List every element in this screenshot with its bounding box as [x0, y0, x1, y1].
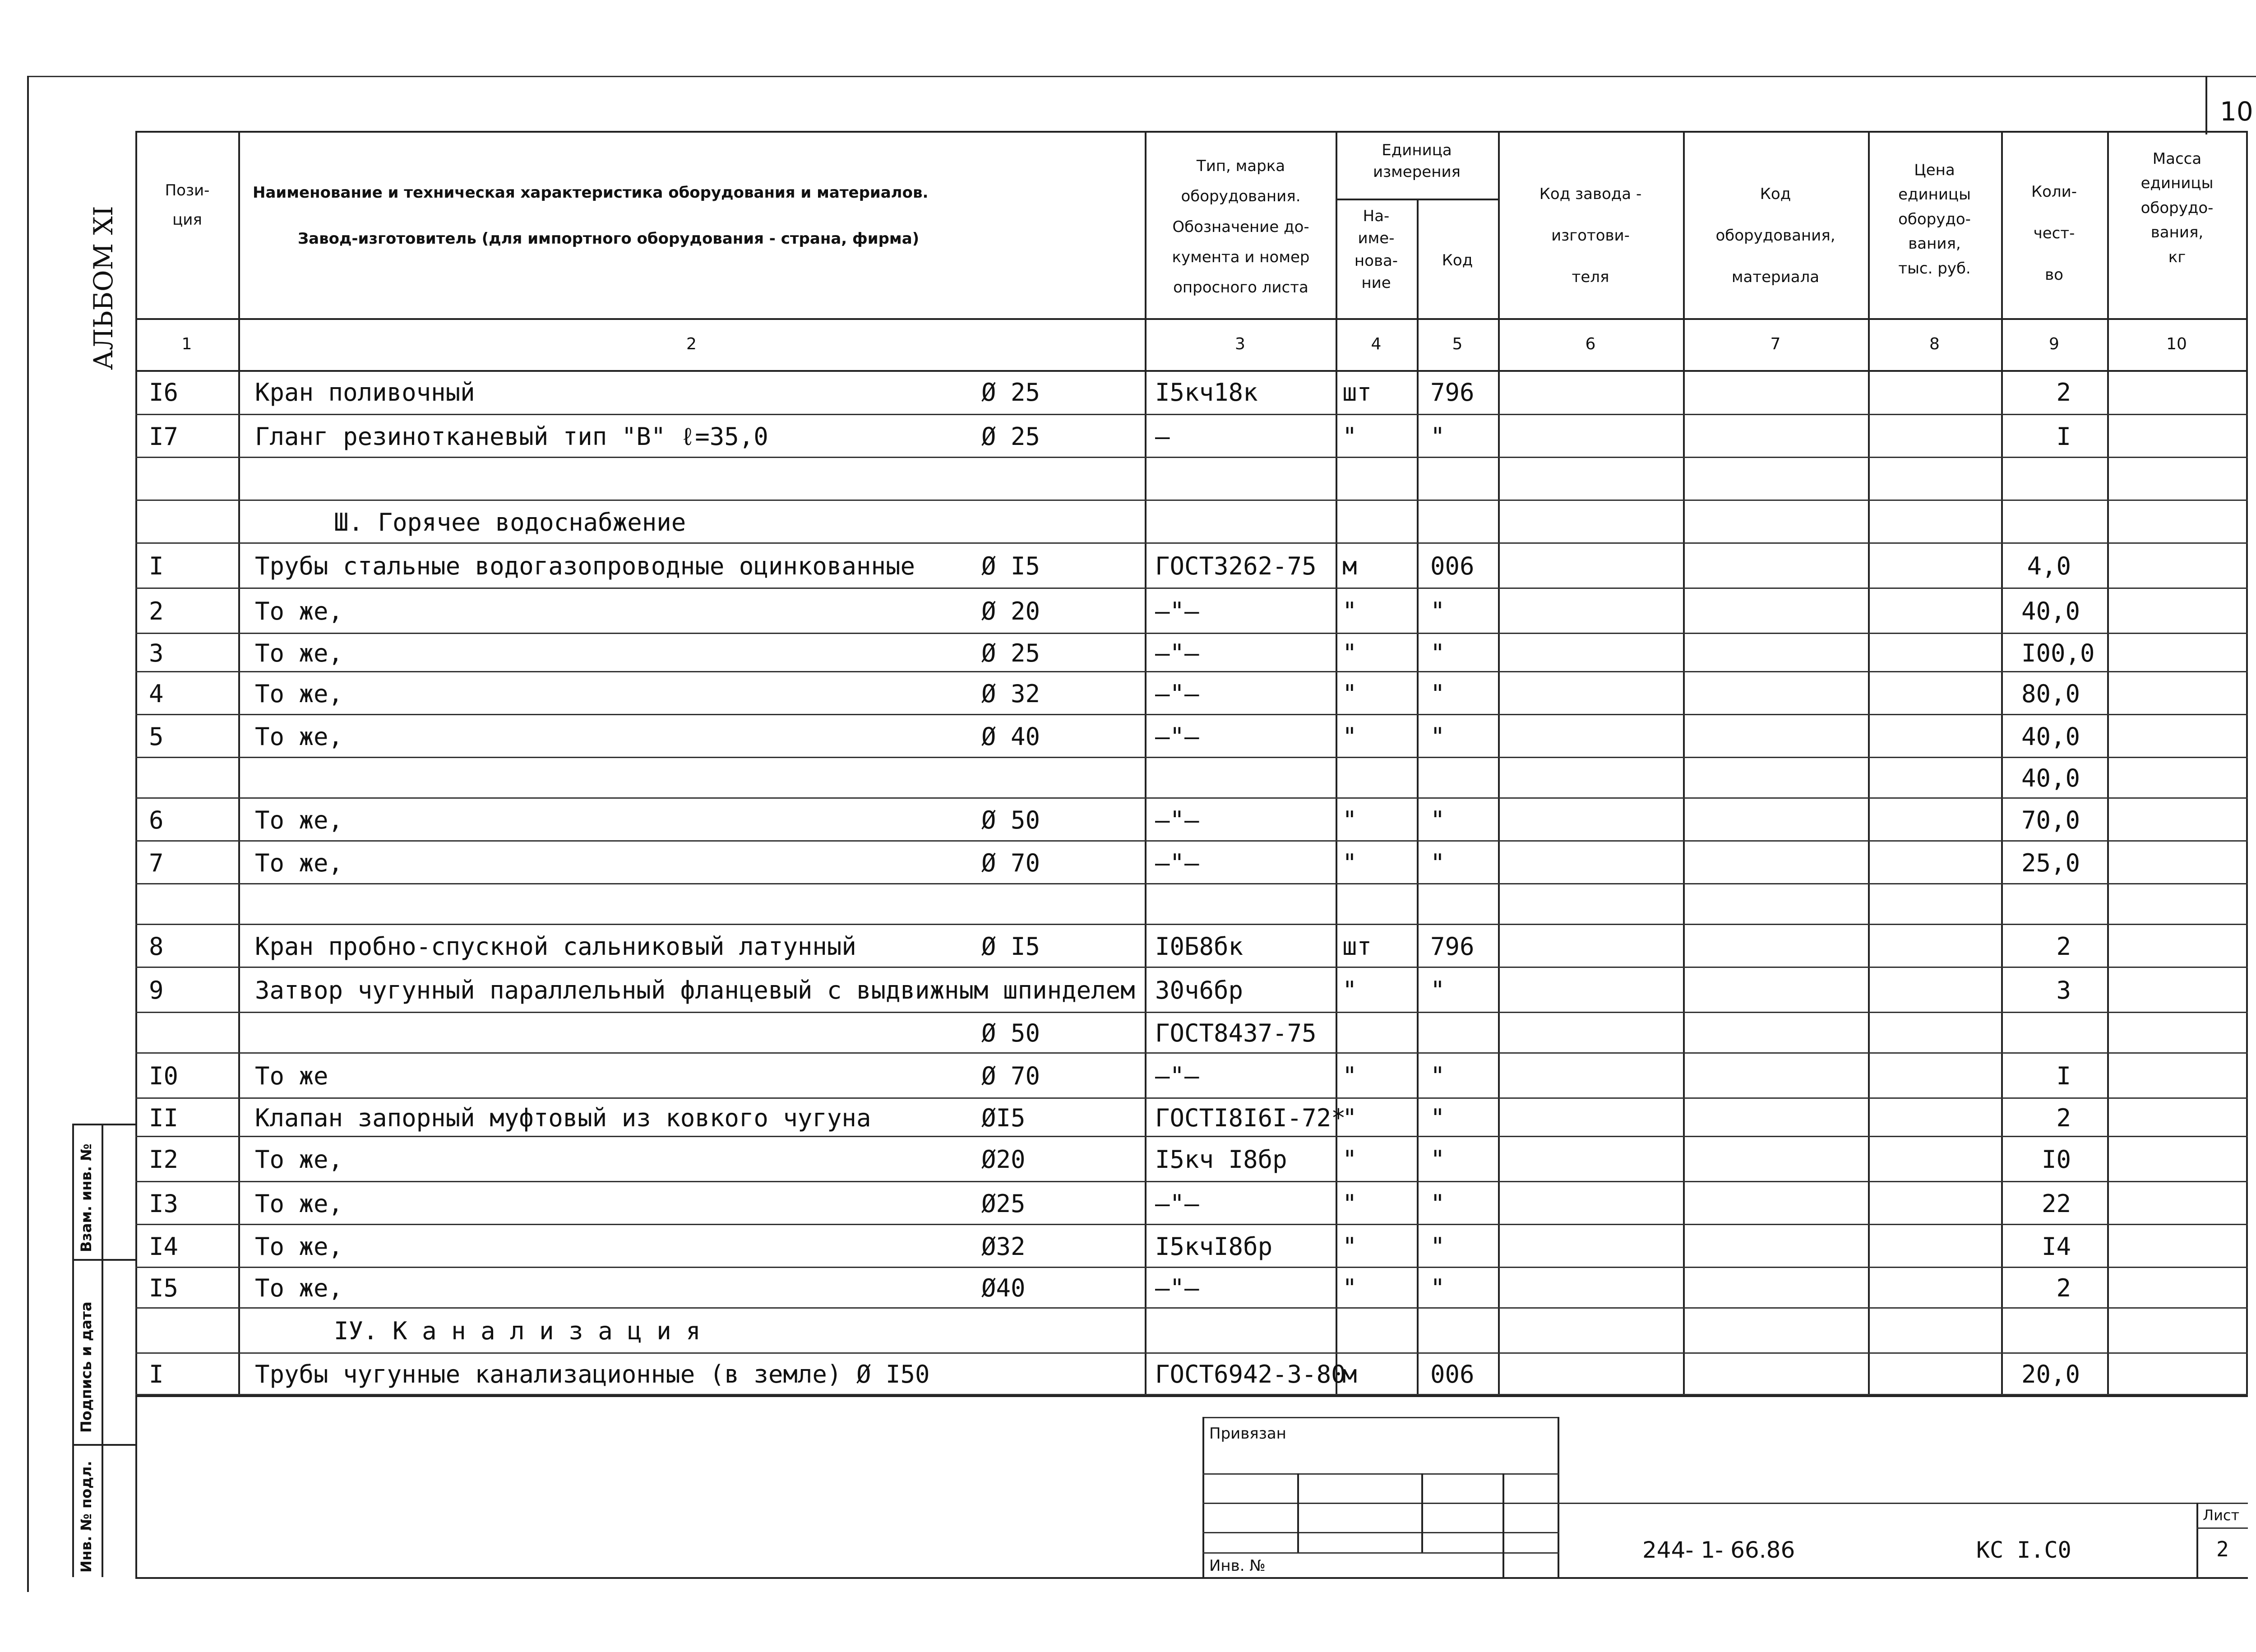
row-type: –"– [1155, 1062, 1199, 1090]
side-strip-div1 [72, 1259, 135, 1261]
row-unit-code: " [1430, 805, 1445, 834]
row-unit-code: " [1430, 639, 1445, 667]
row-name: То же, [255, 597, 343, 625]
side-strip-top [72, 1124, 135, 1125]
col-border-7 [1868, 131, 1870, 1395]
page-number: 10 [2220, 96, 2253, 127]
row-quantity: 3 [2056, 976, 2071, 1004]
side-label-podpis: Подпись и дата [78, 1301, 95, 1433]
row-unit: шт [1342, 378, 1372, 407]
row-quantity: 22 [2041, 1189, 2071, 1218]
row-type: 30ч6бр [1155, 976, 1244, 1004]
colnum-7: 7 [1770, 335, 1781, 353]
row-divider [135, 542, 2248, 544]
row-quantity: 2 [2056, 932, 2071, 961]
row-unit: " [1342, 422, 1357, 451]
row-quantity: 40,0 [2021, 597, 2080, 625]
row-type: I5кч I8бр [1155, 1145, 1287, 1174]
col-border-2 [1145, 131, 1146, 1395]
row-type: I5кч18к [1155, 378, 1258, 407]
album-label: АЛЬБОМ XI [88, 206, 119, 370]
stamp-col3 [1502, 1473, 1504, 1577]
row-unit: " [1342, 1062, 1357, 1090]
row-type: –"– [1155, 1189, 1199, 1218]
header-bottom-border [135, 318, 2248, 320]
col-border-3 [1336, 131, 1337, 1395]
row-quantity: 25,0 [2021, 848, 2080, 877]
row-name: То же [255, 1062, 328, 1090]
table-bottom-border [135, 1395, 2248, 1397]
row-divider [135, 1307, 2248, 1309]
row-divider [135, 457, 2248, 458]
colnum-10: 10 [2166, 335, 2187, 353]
row-unit-code: " [1430, 422, 1445, 451]
row-type: –"– [1155, 1274, 1199, 1302]
header-type: Тип, марка оборудования. Обозначение до- кумента и номер опросного листа [1172, 157, 1310, 297]
row-unit: " [1342, 722, 1357, 751]
row-position: 8 [149, 932, 164, 961]
row-type: ГОСТ3262-75 [1155, 552, 1317, 580]
row-name: Клапан запорный муфтовый из ковкого чугуна [255, 1103, 871, 1132]
row-divider [135, 840, 2248, 842]
row-divider [135, 671, 2248, 672]
row-position: 4 [149, 679, 164, 708]
row-name: Кран пробно-спускной сальниковый латунный [255, 932, 856, 961]
row-position: I2 [149, 1145, 179, 1174]
row-unit-code: " [1430, 1062, 1445, 1090]
row-diameter: Ø 32 [981, 679, 1040, 708]
row-position: I5 [149, 1274, 179, 1302]
col-border-4 [1417, 199, 1419, 1395]
row-unit: " [1342, 1274, 1357, 1302]
row-unit-code: " [1430, 976, 1445, 1004]
row-unit-code: 796 [1430, 932, 1475, 961]
row-quantity: I [2056, 1062, 2071, 1090]
row-type: ГОСТI8I6I-72* [1155, 1103, 1346, 1132]
row-diameter: Ø 25 [981, 422, 1040, 451]
header-factory-code: Код завода - изготови- теля [1539, 185, 1642, 286]
row-unit: " [1342, 639, 1357, 667]
row-diameter: Ø 40 [981, 722, 1040, 751]
row-divider [135, 633, 2248, 634]
row-position: 2 [149, 597, 164, 625]
header-position: Пози- ция [165, 181, 210, 229]
row-divider [135, 1224, 2248, 1225]
colnum-6: 6 [1585, 335, 1596, 353]
row-diameter: Ø 25 [981, 378, 1040, 407]
row-unit: " [1342, 1145, 1357, 1174]
colnum-1: 1 [181, 335, 192, 353]
row-type: ГОСТ6942-3-80 [1155, 1360, 1346, 1388]
row-name: То же, [255, 639, 343, 667]
row-divider [135, 924, 2248, 925]
row-divider [135, 588, 2248, 589]
row-diameter: Ø40 [981, 1274, 1026, 1302]
row-divider [135, 967, 2248, 968]
col-border-8 [2001, 131, 2003, 1395]
row-unit-code: " [1430, 1145, 1445, 1174]
row-type: –"– [1155, 679, 1199, 708]
header-manufacturer: Завод-изготовитель (для импортного оборудования - страна, фирма) [298, 230, 920, 248]
row-diameter: Ø 70 [981, 1062, 1040, 1090]
row-diameter: Ø 20 [981, 597, 1040, 625]
title-block-top [1558, 1503, 2248, 1504]
row-unit-code: 006 [1430, 552, 1475, 580]
header-unit: Единица измерения [1373, 141, 1461, 181]
header-equipment-code: Код оборудования, материала [1715, 185, 1835, 286]
row-unit: " [1342, 848, 1357, 877]
row-divider [135, 1136, 2248, 1137]
row-position: 7 [149, 848, 164, 877]
row-position: II [149, 1103, 179, 1132]
side-label-vzam: Взам. инв. № [78, 1143, 95, 1252]
row-name: Трубы стальные водогазопроводные оцинкованные [255, 552, 915, 580]
header-price: Цена единицы оборудо- вания, тыс. руб. [1898, 161, 1971, 278]
row-quantity: 4,0 [2027, 552, 2071, 580]
row-quantity: 80,0 [2021, 679, 2080, 708]
row-divider [135, 1052, 2248, 1054]
row-unit-code: " [1430, 597, 1445, 625]
col-border-5 [1498, 131, 1500, 1395]
table-top-border [135, 131, 2248, 133]
row-unit-code: 796 [1430, 378, 1475, 407]
col-border-right [2246, 131, 2248, 1395]
stamp-row1 [1202, 1473, 1559, 1475]
row-divider [135, 414, 2248, 415]
row-divider [135, 1352, 2248, 1354]
row-quantity: I00,0 [2021, 639, 2095, 667]
row-quantity: 40,0 [2021, 764, 2080, 792]
sheet-number: 2 [2216, 1537, 2229, 1561]
row-name: То же, [255, 1145, 343, 1174]
row-quantity: I4 [2041, 1232, 2071, 1261]
row-unit: м [1342, 552, 1357, 580]
row-position: 6 [149, 805, 164, 834]
side-strip-div2 [72, 1444, 135, 1446]
row-quantity: 20,0 [2021, 1360, 2080, 1388]
header-unit-name: На- име- нова- ние [1354, 207, 1398, 292]
row-unit: " [1342, 679, 1357, 708]
row-name: Затвор чугунный параллельный фланцевый с выдвижным шпинделем [255, 976, 1135, 1004]
colnum-2: 2 [686, 335, 697, 353]
left-frame-line [27, 76, 29, 1592]
row-divider [135, 883, 2248, 884]
row-type: – [1155, 422, 1170, 451]
row-name: То же, [255, 1189, 343, 1218]
row-position: 5 [149, 722, 164, 751]
colnum-4: 4 [1371, 335, 1382, 353]
row-diameter: Ø32 [981, 1232, 1026, 1261]
row-position: I [149, 552, 164, 580]
row-unit: " [1342, 1232, 1357, 1261]
row-position: 3 [149, 639, 164, 667]
row-divider [135, 1267, 2248, 1268]
row-unit: " [1342, 976, 1357, 1004]
row-quantity: I0 [2041, 1145, 2071, 1174]
row-name: Ш. Горячее водоснабжение [334, 508, 686, 537]
row-type: –"– [1155, 848, 1199, 877]
side-strip-left [72, 1124, 74, 1577]
row-name: То же, [255, 848, 343, 877]
row-unit-code: " [1430, 1274, 1445, 1302]
col-border-1 [238, 131, 240, 1395]
page-tab-line [2205, 76, 2207, 134]
doc-code: 244- 1- 66.86 [1642, 1537, 1795, 1563]
row-type: –"– [1155, 805, 1199, 834]
row-unit: " [1342, 805, 1357, 834]
sheet-box-left [2196, 1503, 2198, 1577]
row-diameter: Ø I5 [981, 932, 1040, 961]
row-unit-code: " [1430, 1103, 1445, 1132]
row-divider [135, 714, 2248, 715]
row-diameter: Ø 50 [981, 805, 1040, 834]
row-unit: " [1342, 1189, 1357, 1218]
row-divider [135, 757, 2248, 758]
row-type: –"– [1155, 722, 1199, 751]
stamp-row4 [1202, 1552, 1559, 1554]
row-unit-code: " [1430, 722, 1445, 751]
stamp-row3 [1202, 1532, 1559, 1533]
row-unit-code: " [1430, 1232, 1445, 1261]
row-position: I3 [149, 1189, 179, 1218]
sheet-code: КС I.С0 [1976, 1537, 2071, 1563]
row-type: –"– [1155, 639, 1199, 667]
row-unit: " [1342, 1103, 1357, 1132]
row-quantity: 40,0 [2021, 722, 2080, 751]
row-name: То же, [255, 805, 343, 834]
colnum-5: 5 [1452, 335, 1463, 353]
row-type: I0Б8бк [1155, 932, 1244, 961]
header-name: Наименование и техническая характеристика оборудования и материалов. [253, 184, 929, 202]
row-name: То же, [255, 1274, 343, 1302]
stamp-top [1202, 1417, 1559, 1418]
row-position: I0 [149, 1062, 179, 1090]
row-position: I [149, 1360, 164, 1388]
row-diameter: Ø 25 [981, 639, 1040, 667]
colnum-3: 3 [1235, 335, 1245, 353]
colnum-9: 9 [2049, 335, 2059, 353]
row-divider [135, 1097, 2248, 1099]
row-divider [135, 500, 2248, 501]
frame-bottom-border [135, 1577, 2248, 1579]
row-name: Кран поливочный [255, 378, 475, 407]
col-border-6 [1683, 131, 1685, 1395]
top-frame-line [27, 76, 2256, 77]
row-type: I5кчI8бр [1155, 1232, 1273, 1261]
sheet-box-divider [2196, 1527, 2248, 1529]
colnum-8: 8 [1929, 335, 1940, 353]
row-divider [135, 1181, 2248, 1182]
row-quantity: 70,0 [2021, 805, 2080, 834]
side-label-inv-podl: Инв. № подл. [78, 1461, 95, 1573]
row-divider [135, 1394, 2248, 1395]
row-diameter: Ø25 [981, 1189, 1026, 1218]
row-diameter: ØI5 [981, 1103, 1026, 1132]
row-unit-code: 006 [1430, 1360, 1475, 1388]
row-position: 9 [149, 976, 164, 1004]
row-position: I4 [149, 1232, 179, 1261]
row-position: I7 [149, 422, 179, 451]
row-name: Гланг резинотканевый тип "В" ℓ=35,0 [255, 422, 768, 451]
row-name: То же, [255, 1232, 343, 1261]
row-unit: м [1342, 1360, 1357, 1388]
row-unit: шт [1342, 932, 1372, 961]
row-name: IУ. К а н а л и з а ц и я [334, 1317, 701, 1345]
row-unit-code: " [1430, 679, 1445, 708]
row-quantity: I [2056, 422, 2071, 451]
row-quantity: 2 [2056, 1103, 2071, 1132]
row-position: I6 [149, 378, 179, 407]
row-diameter: Ø20 [981, 1145, 1026, 1174]
side-strip-mid [102, 1124, 103, 1577]
row-name: То же, [255, 679, 343, 708]
stamp-inv-label: Инв. № [1209, 1557, 1266, 1575]
row-quantity: 2 [2056, 378, 2071, 407]
col-border-9 [2107, 131, 2109, 1395]
row-name: То же, [255, 722, 343, 751]
header-unit-code: Код [1442, 251, 1473, 269]
header-quantity: Коли- чест- во [2031, 183, 2077, 284]
row-unit: " [1342, 597, 1357, 625]
sheet-label: Лист [2203, 1507, 2240, 1524]
stamp-col2 [1421, 1473, 1423, 1552]
row-divider [135, 1012, 2248, 1013]
stamp-row2 [1202, 1503, 1559, 1504]
row-unit-code: " [1430, 848, 1445, 877]
colnum-bottom-border [135, 370, 2248, 372]
row-diameter: Ø 50 [981, 1019, 1040, 1047]
row-unit-code: " [1430, 1189, 1445, 1218]
stamp-col1 [1297, 1473, 1299, 1552]
row-quantity: 2 [2056, 1274, 2071, 1302]
row-type: –"– [1155, 597, 1199, 625]
row-type: ГОСТ8437-75 [1155, 1019, 1317, 1047]
row-diameter: Ø 70 [981, 848, 1040, 877]
header-mass: Масса единицы оборудо- вания, кг [2140, 150, 2214, 266]
row-diameter: Ø I5 [981, 552, 1040, 580]
stamp-attached-label: Привязан [1209, 1425, 1286, 1443]
row-name: Трубы чугунные канализационные (в земле) Ø I50 [255, 1360, 930, 1388]
row-divider [135, 797, 2248, 799]
